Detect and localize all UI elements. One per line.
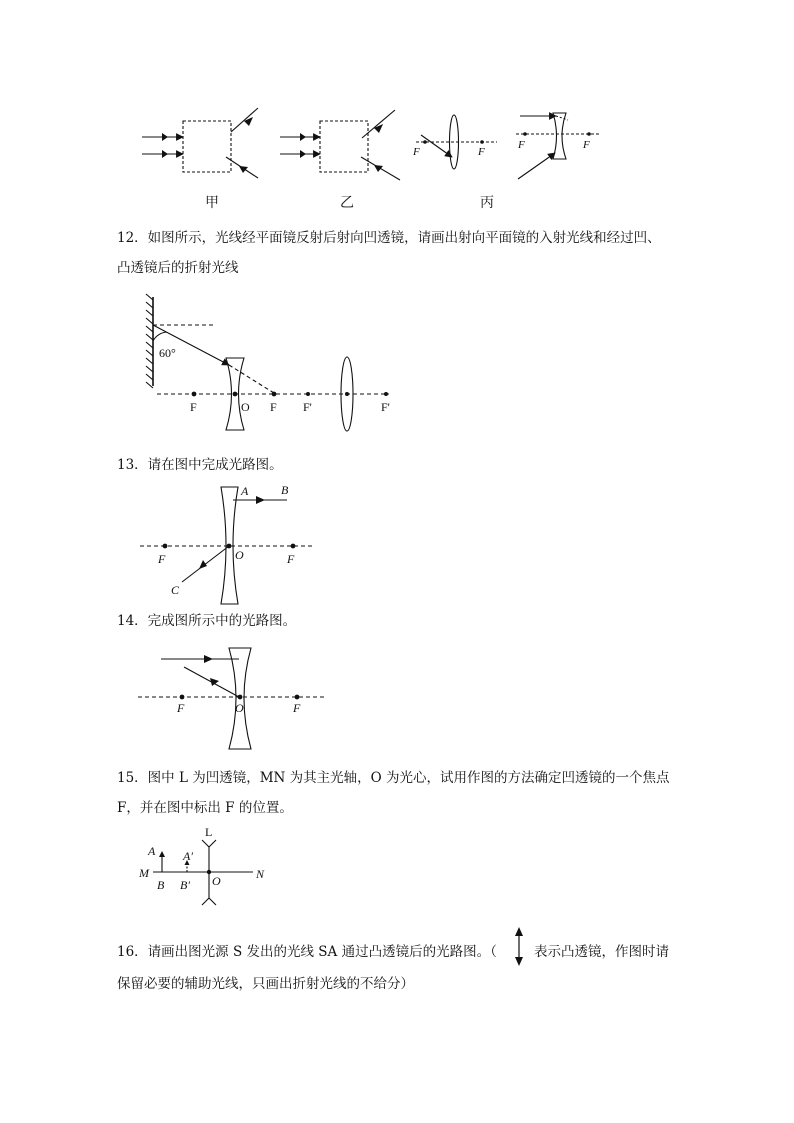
focus-label: F' xyxy=(303,400,312,414)
label-jia: 甲 xyxy=(205,196,219,211)
focus-label: F xyxy=(413,146,420,158)
object-a-label: A xyxy=(148,844,156,858)
focus-label: F xyxy=(177,701,185,715)
focus-label: F xyxy=(158,552,166,566)
label-yi: 乙 xyxy=(340,196,354,211)
question-13: 13．请在图中完成光路图。 xyxy=(117,457,283,473)
question-14: 14．完成图所示中的光路图。 xyxy=(117,613,297,629)
axis-m-label: M xyxy=(139,866,149,880)
optical-center-label: O xyxy=(212,874,221,888)
question-12-line2: 凸透镜后的折射光线 xyxy=(117,260,239,276)
focus-label: F xyxy=(478,146,485,158)
figure-15 xyxy=(153,840,253,905)
label-bing: 丙 xyxy=(480,196,494,211)
focus-label: F xyxy=(287,552,295,566)
figure-bing xyxy=(416,113,599,179)
figure-yi xyxy=(280,110,400,180)
focus-label: F' xyxy=(381,400,390,414)
object-b-label: B xyxy=(157,878,165,892)
black-box-yi xyxy=(320,121,368,172)
lens-l-label: L xyxy=(205,825,213,839)
angle-label: 60° xyxy=(159,346,176,360)
point-c-label: C xyxy=(171,583,180,597)
question-15-line2: F，并在图中标出 F 的位置。 xyxy=(117,800,293,816)
focus-label: F xyxy=(583,139,590,151)
question-16-line1b: 表示凸透镜，作图时请 xyxy=(534,944,669,960)
black-box-jia xyxy=(183,121,231,172)
image-a-label: A′ xyxy=(183,849,193,863)
point-b-label: B xyxy=(281,483,289,497)
point-a-label: A xyxy=(241,484,249,498)
question-16-line1a: 16．请画出图光源 S 发出的光线 SA 通过凸透镜后的光路图。（ xyxy=(117,944,497,960)
optical-center-label: O xyxy=(235,701,244,715)
axis-n-label: N xyxy=(256,867,265,881)
focus-label: F xyxy=(270,400,277,414)
optical-center-label: O xyxy=(235,548,244,562)
focus-label: F xyxy=(190,400,197,414)
concave-lens-bing xyxy=(553,113,566,159)
image-b-label: B′ xyxy=(180,878,190,892)
optical-center-label: O xyxy=(241,400,250,414)
convex-lens-symbol xyxy=(515,927,523,966)
question-15-line1: 15．图中 L 为凹透镜，MN 为其主光轴，O 为光心，试用作图的方法确定凹透镜的一个焦点 xyxy=(117,770,670,786)
figure-jia xyxy=(142,108,258,178)
figure-12 xyxy=(146,294,389,431)
focus-label: F xyxy=(518,139,525,151)
question-16-line2: 保留必要的辅助光线，只画出折射光线的不给分） xyxy=(117,976,414,992)
question-12-line1: 12．如图所示，光线经平面镜反射后射向凹透镜，请画出射向平面镜的入射光线和经过凹、 xyxy=(117,230,661,246)
focus-label: F xyxy=(293,701,301,715)
